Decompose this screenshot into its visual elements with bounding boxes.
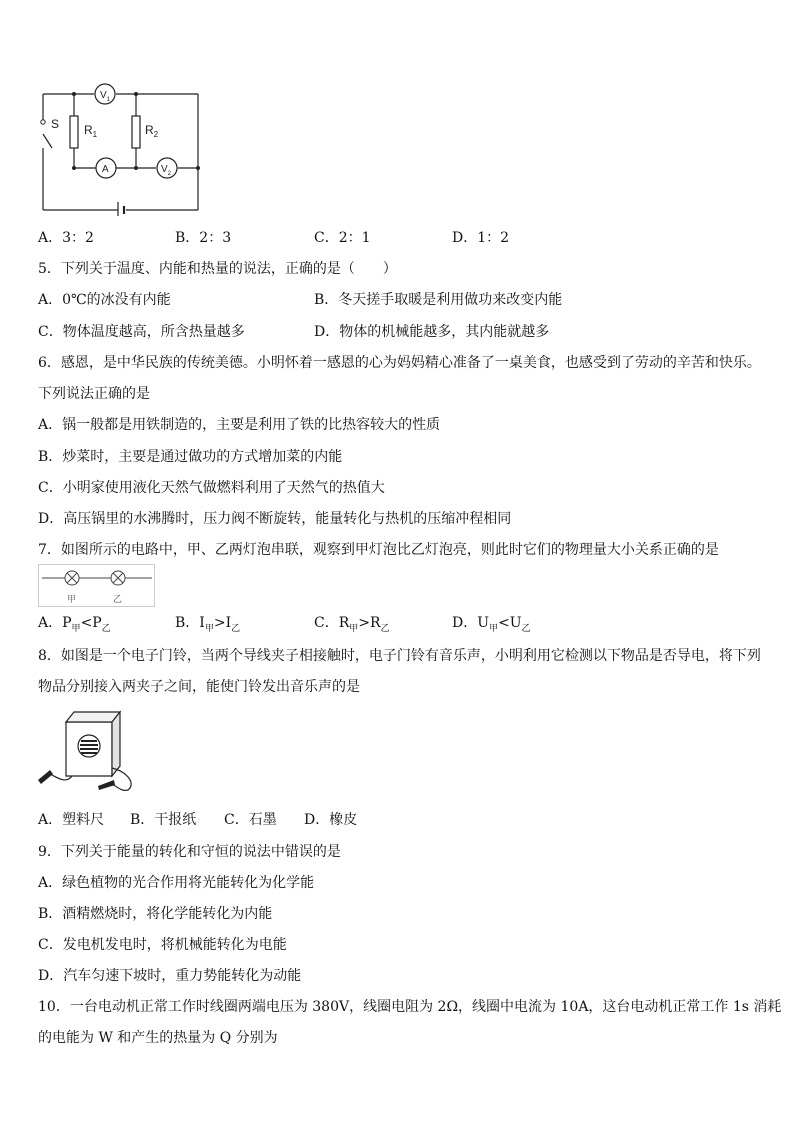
lamp-circuit-q7 (38, 564, 156, 608)
q7-stem: 7．如图所示的电路中，甲、乙两灯泡串联，观察到甲灯泡比乙灯泡亮，则此时它们的物理量大小关系正确的是 (38, 542, 719, 558)
q6-stem-line2: 下列说法正确的是 (38, 386, 150, 402)
svg-text:S (51, 117, 59, 131)
q5-option-c[interactable]: C．物体温度越高，所含热量越多 (38, 324, 245, 340)
q6-stem-line1: 6．感恩，是中华民族的传统美德。小明怀着一感恩的心为妈妈精心准备了一桌美食，也感受到了劳动的辛苦和快乐。 (38, 355, 761, 371)
q5-option-d[interactable]: D．物体的机械能越多，其内能就越多 (314, 324, 550, 340)
q6-option-b[interactable]: B．炒菜时，主要是通过做功的方式增加菜的内能 (38, 449, 343, 465)
q7-option-b[interactable]: B．$I_甲>I_乙$ (175, 615, 241, 634)
q9-option-b[interactable]: B．酒精燃烧时，将化学能转化为内能 (38, 906, 273, 922)
q5-stem: 5．下列关于温度、内能和热量的说法，正确的是（ ） (38, 261, 397, 277)
q7-option-c[interactable]: C．$R_甲>R_乙$ (314, 615, 390, 634)
q8-option-a[interactable]: A．塑料尺 (38, 812, 105, 828)
lamp-label-jia: 甲 (67, 595, 77, 605)
q7-option-d[interactable]: D．$U_甲<U_乙$ (452, 615, 531, 634)
q7-option-a[interactable]: A．$P_甲<P_乙$ (38, 615, 111, 634)
left-clip-icon (38, 770, 53, 784)
q8-option-b[interactable]: B．干报纸 (130, 812, 197, 828)
q8-stem-line2: 物品分别接入两夹子之间，能使门铃发出音乐声的是 (38, 679, 360, 695)
svg-text:R1: $R_1$ (84, 123, 98, 139)
svg-text:V2: $V_2$ (161, 164, 172, 177)
ammeter-label: A (102, 164, 109, 175)
lamp-label-yi: 乙 (113, 595, 123, 605)
q6-option-d[interactable]: D．高压锅里的水沸腾时，压力阀不断旋转，能量转化与热机的压缩冲程相同 (38, 511, 512, 527)
doorbell-figure-q8 (36, 708, 144, 794)
q4-option-b[interactable]: B．2：3 (175, 230, 232, 246)
q5-option-b[interactable]: B．冬天搓手取暖是利用做功来改变内能 (314, 292, 563, 308)
q4-option-c[interactable]: C．2：1 (314, 230, 371, 246)
right-clip-icon (98, 780, 115, 790)
q10-stem-line2: 的电能为 W 和产生的热量为 Q 分别为 (38, 1030, 278, 1046)
q9-option-c[interactable]: C．发电机发电时，将机械能转化为电能 (38, 937, 287, 953)
svg-text:R2: $R_2$ (145, 123, 159, 139)
q8-option-d[interactable]: D．橡皮 (304, 812, 358, 828)
q8-stem-line1: 8．如图是一个电子门铃，当两个导线夹子相接触时，电子门铃有音乐声，小明利用它检测以下物品是否导电，将下列 (38, 648, 761, 664)
switch-label: S (51, 117, 60, 131)
q4-option-d[interactable]: D．1：2 (452, 230, 510, 246)
q9-stem: 9．下列关于能量的转化和守恒的说法中错误的是 (38, 844, 341, 860)
q6-option-a[interactable]: A．锅一般都是用铁制造的，主要是利用了铁的比热容较大的性质 (38, 417, 441, 433)
q4-option-a[interactable]: A．3：2 (38, 230, 94, 246)
q10-stem-line1: 10．一台电动机正常工作时线圈两端电压为 380V，线圈电阻为 2Ω，线圈中电流为 10A，这台电动机正常工作 1s 消耗 (38, 999, 782, 1015)
q8-option-c[interactable]: C．石墨 (224, 812, 277, 828)
q9-option-a[interactable]: A．绿色植物的光合作用将光能转化为化学能 (38, 875, 315, 891)
circuit-diagram-q4 (34, 78, 206, 216)
q6-option-c[interactable]: C．小明家使用液化天然气做燃料利用了天然气的热值大 (38, 480, 385, 496)
q5-option-a[interactable]: A．0℃的冰没有内能 (38, 292, 171, 308)
q9-option-d[interactable]: D．汽车匀速下坡时，重力势能转化为动能 (38, 968, 302, 984)
svg-text:V1: $V_1$ (100, 90, 111, 103)
